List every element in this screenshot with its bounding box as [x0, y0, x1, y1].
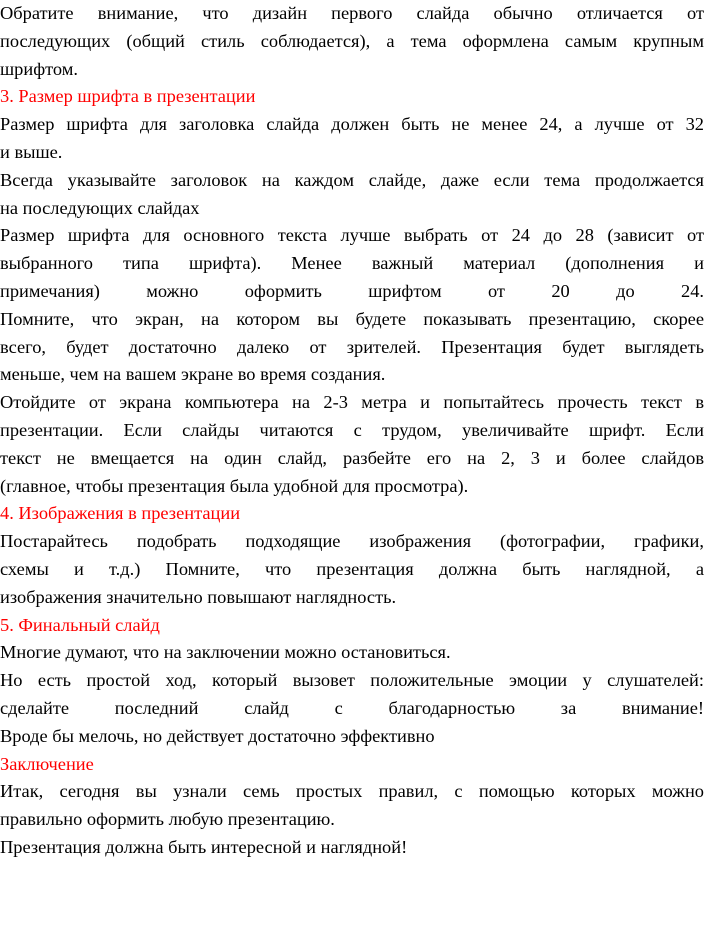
paragraph-line: Размер шрифта для заголовка слайда должен быть не менее 24, а лучше от 32: [0, 114, 704, 135]
paragraph-line: меньше, чем на вашем экране во время создания.: [0, 364, 386, 385]
paragraph-line: Отойдите от экрана компьютера на 2-3 метра и попытайтесь прочесть текст в: [0, 392, 704, 413]
paragraph-line: правильно оформить любую презентацию.: [0, 809, 335, 830]
paragraph-line: (главное, чтобы презентация была удобной для просмотра).: [0, 475, 469, 496]
paragraph-line: Всегда указывайте заголовок на каждом слайде, даже если тема продолжается: [0, 169, 704, 190]
paragraph-line: и выше.: [0, 141, 63, 162]
paragraph-line: Итак, сегодня вы узнали семь простых правил, с помощью которых можно: [0, 781, 704, 802]
section-heading: 5. Финальный слайд: [0, 614, 160, 635]
section-heading: 3. Размер шрифта в презентации: [0, 86, 256, 107]
paragraph-line: изображения значительно повышают наглядность.: [0, 586, 397, 607]
paragraph-line: примечания) можно оформить шрифтом от 20 до 24.: [0, 280, 704, 301]
paragraph-line: Презентация должна быть интересной и наглядной!: [0, 836, 408, 857]
paragraph-line: Размер шрифта для основного текста лучше выбрать от 24 до 28 (зависит от: [0, 225, 704, 246]
paragraph-line: Помните, что экран, на котором вы будете показывать презентацию, скорее: [0, 308, 704, 329]
paragraph-line: на последующих слайдах: [0, 197, 200, 218]
paragraph-line: Многие думают, что на заключении можно остановиться.: [0, 642, 451, 663]
paragraph-line: всего, будет достаточно далеко от зрителей. Презентация будет выглядеть: [0, 336, 704, 357]
section-heading: Заключение: [0, 753, 94, 774]
paragraph-line: презентации. Если слайды читаются с трудом, увеличивайте шрифт. Если: [0, 419, 704, 440]
paragraph-line: Обратите внимание, что дизайн первого слайда обычно отличается от: [0, 3, 704, 23]
paragraph-line: текст не вмещается на один слайд, разбейте его на 2, 3 и более слайдов: [0, 447, 704, 468]
paragraph-line: шрифтом.: [0, 58, 78, 79]
paragraph-line: последующих (общий стиль соблюдается), а тема оформлена самым крупным: [0, 30, 704, 51]
section-heading: 4. Изображения в презентации: [0, 503, 241, 524]
paragraph-line: сделайте последний слайд с благодарностью за внимание!: [0, 697, 704, 718]
paragraph-line: Постарайтесь подобрать подходящие изображения (фотографии, графики,: [0, 531, 704, 552]
paragraph-line: Вроде бы мелочь, но действует достаточно эффективно: [0, 725, 435, 746]
paragraph-line: выбранного типа шрифта). Менее важный материал (дополнения и: [0, 253, 704, 274]
paragraph-line: Но есть простой ход, который вызовет положительные эмоции у слушателей:: [0, 670, 704, 691]
paragraph-line: схемы и т.д.) Помните, что презентация должна быть наглядной, а: [0, 558, 704, 579]
